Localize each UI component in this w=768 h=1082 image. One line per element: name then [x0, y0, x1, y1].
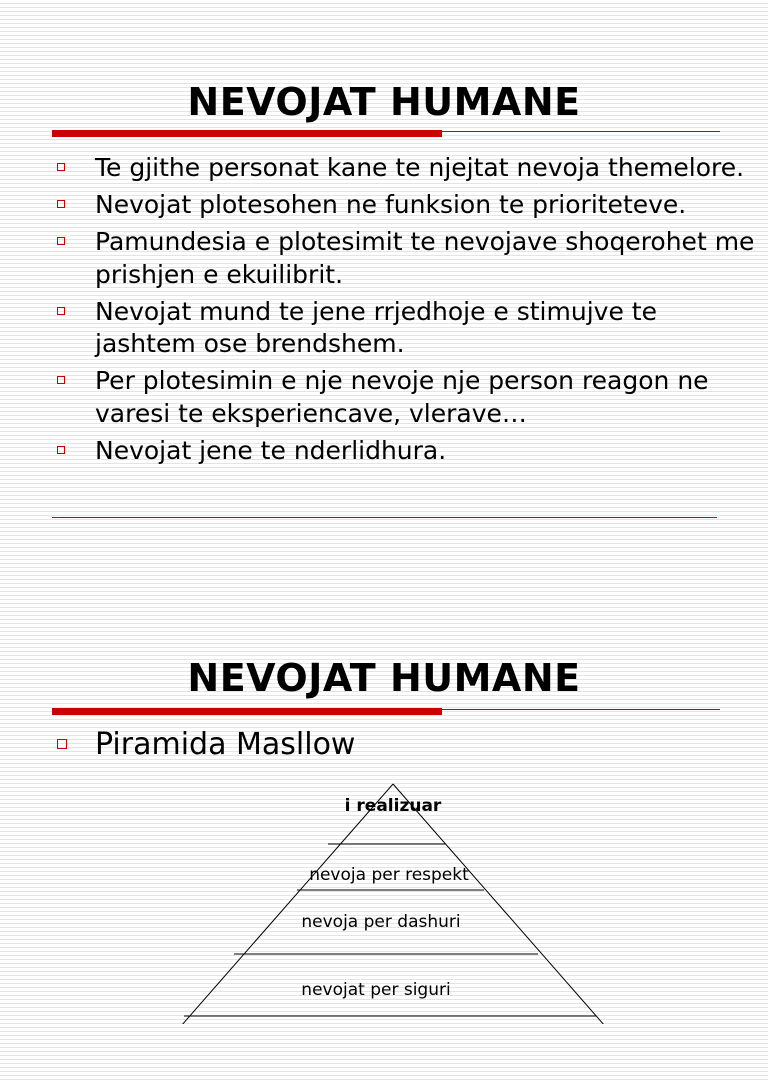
bullet-text: Nevojat mund te jene rrjedhoje e stimujve te jashtem ose brendshem.	[95, 296, 657, 358]
pyramid-label-esteem: nevoja per respekt	[309, 865, 469, 885]
bullet-text: Nevojat jene te nderlidhura.	[95, 435, 447, 465]
square-bullet-icon	[57, 237, 65, 245]
pyramid-label-self-actualization: i realizuar	[344, 796, 442, 816]
slide-title: NEVOJAT HUMANE	[187, 80, 581, 124]
slide-1	[0, 0, 768, 512]
square-bullet-icon	[57, 307, 65, 315]
slide-title: NEVOJAT HUMANE	[187, 656, 581, 700]
slide-2	[0, 570, 768, 1082]
footer-divider	[52, 517, 717, 518]
bullet-text: Pamundesia e plotesimit te nevojave shoqerohet me prishjen e ekuilibrit.	[95, 227, 755, 289]
bullet-text: Per plotesimin e nje nevoje nje person reagon ne varesi te eksperiencave, vlerave…	[95, 366, 709, 428]
pyramid-label-safety: nevojat per siguri	[301, 980, 451, 1000]
bullet-text: Nevojat plotesohen ne funksion te prioriteteve.	[95, 190, 687, 219]
bullet-item	[0, 226, 768, 291]
bullet-list	[0, 152, 768, 472]
square-bullet-icon	[57, 200, 65, 208]
bullet-text: Piramida Masllow	[95, 727, 356, 762]
underline-thick	[52, 130, 442, 137]
bullet-item	[0, 189, 768, 222]
square-bullet-icon	[57, 446, 65, 454]
square-bullet-icon	[57, 376, 65, 384]
bullet-text: Te gjithe personat kane te njejtat nevoja themelore.	[95, 153, 745, 182]
square-bullet-icon	[57, 163, 65, 171]
bullet-item	[0, 152, 768, 185]
maslow-pyramid	[0, 570, 768, 1024]
title-underline	[52, 128, 720, 138]
bullet-item	[0, 365, 768, 430]
underline-thin	[442, 131, 720, 132]
bullet-item	[0, 296, 768, 361]
bullet-item	[0, 435, 768, 468]
pyramid-label-love: nevoja per dashuri	[301, 912, 461, 932]
